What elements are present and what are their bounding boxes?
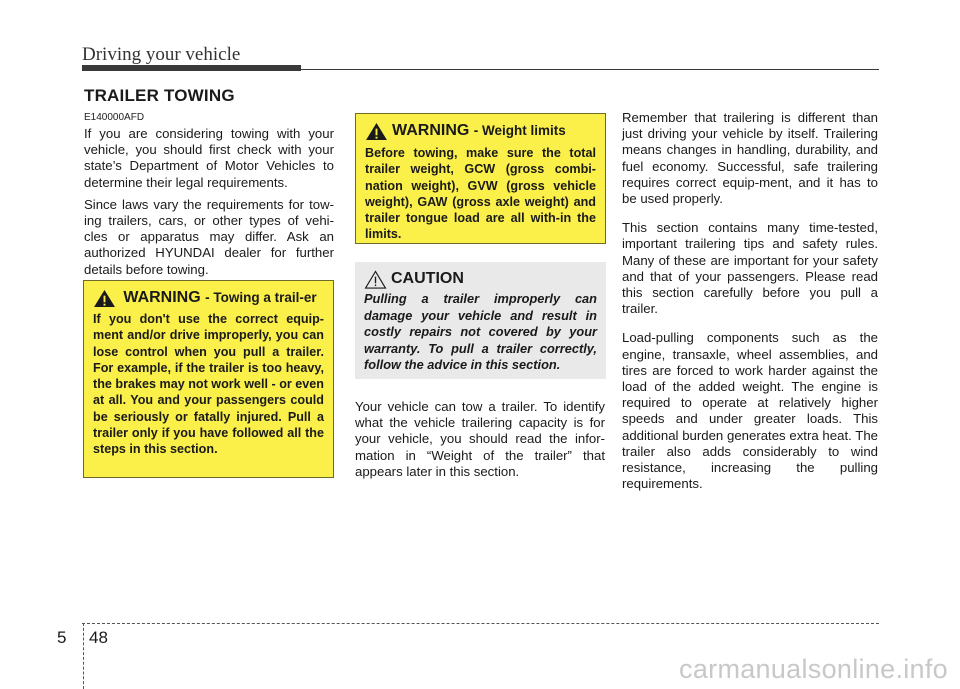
warning-header (93, 289, 324, 308)
warning-box-towing (83, 280, 334, 478)
section-code: E140000AFD (84, 112, 145, 123)
caution-body: Pulling a trailer improperly can damage your vehicle and result in costly repairs not covered by your warranty. To pull a trailer correctly, follow the advice in this section. (364, 291, 597, 372)
header-rule (301, 69, 879, 70)
header-bar (82, 65, 301, 71)
warning-label: WARNING (123, 289, 201, 306)
warning-subtitle: - Weight limits (473, 123, 566, 138)
column-3 (622, 110, 878, 505)
warning-body: Before towing, make sure the total trailer weight, GCW (gross combi-nation weight), GVW (gross vehicle weight), GAW (gross axle weight) and trailer tongue load are all with-in the limits. (365, 146, 596, 242)
warning-heading (392, 122, 566, 140)
page-header-title: Driving your vehicle (82, 44, 241, 65)
column-1 (84, 126, 334, 284)
warning-heading (120, 289, 320, 306)
footer-divider (83, 623, 84, 689)
warning-subtitle: - Towing a trail-er (205, 290, 317, 305)
paragraph: Remember that trailering is different than just driving your vehicle by itself. Trailering means changes in handling, durability, and fuel economy. Successful, safe trailering requires correct equip-ment, and it has to be used properly. (622, 110, 878, 207)
warning-triangle-icon (93, 289, 116, 308)
footer-rule (82, 623, 879, 624)
paragraph: This section contains many time-tested, important trailering tips and safety rules. Many of these are important for your safety and that of your passengers. Please read this section carefully before you pull a trailer. (622, 220, 878, 317)
warning-body: If you don't use the correct equip-ment and/or drive improperly, you can lose control when you pull a trailer. For example, if the trailer is too heavy, the brakes may not work well - or even at all. You and your passengers could be seriously or fatally injured. Pull a trailer only if you have followed all the steps in this section. (93, 312, 324, 457)
section-title: TRAILER TOWING (84, 86, 235, 105)
watermark: carmanualsonline.info (679, 654, 948, 684)
page-number: 48 (89, 628, 108, 647)
paragraph: Your vehicle can tow a trailer. To identify what the vehicle trailering capacity is for your vehicle, you should read the infor-mation in “Weight of the trailer” that appears later in this section. (355, 399, 605, 479)
caution-label: CAUTION (391, 270, 464, 287)
paragraph: Load-pulling components such as the engine, transaxle, wheel assemblies, and tires are forced to work harder against the load of the added weight. The engine is required to operate at relatively higher speeds and under greater loads. This additional burden generates extra heat. The trailer also adds considerably to wind resistance, increasing the pulling requirements. (622, 330, 878, 492)
warning-box-weight (355, 113, 606, 244)
caution-header (364, 270, 597, 289)
paragraph: If you are considering towing with your vehicle, you should first check with your state’s Department of Motor Vehicles to determine their legal requirements. (84, 126, 334, 190)
section-number: 5 (57, 628, 67, 647)
warning-header (365, 122, 596, 141)
paragraph: Since laws vary the requirements for tow-ing trailers, cars, or other types of vehi-cles or apparatus may differ. Ask an authorized HYUNDAI dealer for further details before towing. (84, 196, 334, 277)
caution-box (355, 262, 606, 379)
caution-triangle-icon (364, 270, 387, 289)
column-2 (355, 399, 605, 486)
warning-triangle-icon (365, 122, 388, 141)
warning-label: WARNING (392, 122, 470, 139)
